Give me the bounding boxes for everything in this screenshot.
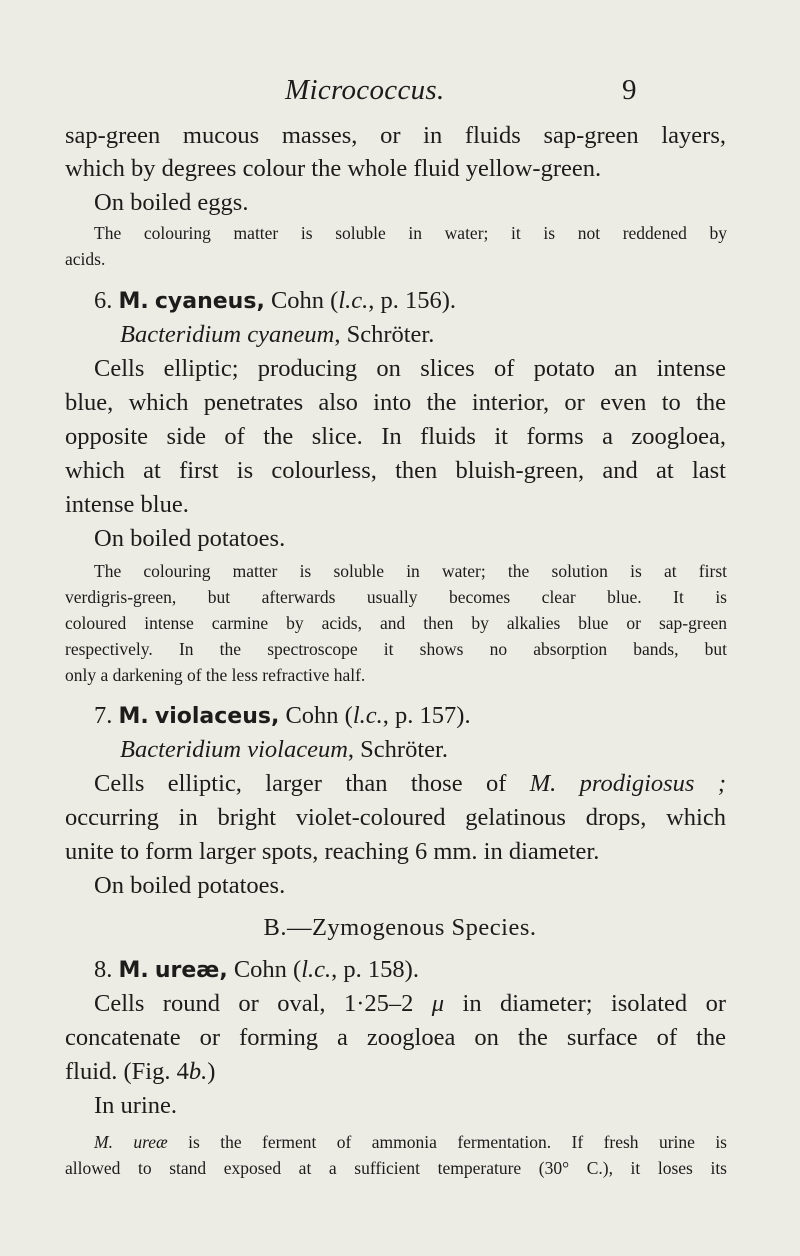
note-line: The colouring matter is soluble in water; the solution is at first (94, 561, 727, 581)
synonym-line: Bacteridium cyaneum, Schröter. (120, 321, 435, 348)
note-line: respectively. In the spectroscope it shows no absorption bands, but (65, 639, 727, 659)
text-line: Cells elliptic; producing on slices of potato an intense (94, 355, 726, 382)
text-line: Cells round or oval, 1·25–2 μ in diameter; isolated or (94, 990, 727, 1017)
species-number: 8. (94, 956, 113, 983)
species-number: 6. (94, 287, 113, 314)
citation: Cohn (l.c., p. 157). (285, 702, 471, 729)
genus-abbrev: M. (118, 958, 149, 983)
habitat-line: On boiled potatoes. (94, 525, 286, 552)
text-line: intense blue. (65, 491, 189, 518)
synonym-line: Bacteridium violaceum, Schröter. (120, 736, 448, 763)
text-line: Cells elliptic, larger than those of M. prodigiosus ; (94, 770, 726, 797)
text-line: which at first is colourless, then bluish-green, and at last (65, 457, 726, 484)
habitat-line: On boiled potatoes. (94, 872, 286, 899)
section-heading: B.—Zymogenous Species. (263, 914, 537, 941)
note-line: The colouring matter is soluble in water; it is not reddened by (94, 223, 727, 243)
note-line: M. ureæ is the ferment of ammonia fermentation. If fresh urine is (94, 1132, 727, 1152)
text-line: unite to form larger spots, reaching 6 mm. in diameter. (65, 838, 600, 865)
citation: Cohn (l.c., p. 156). (270, 287, 457, 314)
note-line: verdigris-green, but afterwards usually becomes clear blue. It is (65, 587, 727, 607)
text-line: sap-green mucous masses, or in fluids sap-green layers, (65, 122, 726, 149)
note-line: acids. (65, 249, 106, 269)
text-line: blue, which penetrates also into the interior, or even to the (65, 389, 726, 416)
page-number: 9 (622, 74, 637, 106)
habitat-line: On boiled eggs. (94, 189, 249, 216)
page-header (0, 74, 800, 114)
habitat-line: In urine. (94, 1092, 177, 1119)
species-heading-7 (94, 702, 471, 730)
text-line: opposite side of the slice. In fluids it forms a zoogloea, (65, 423, 726, 450)
species-heading-6 (94, 287, 456, 315)
text-line: which by degrees colour the whole fluid yellow-green. (65, 155, 602, 182)
citation: Cohn (l.c., p. 158). (233, 956, 419, 983)
note-line: allowed to stand exposed at a sufficient temperature (30° C.), it loses its (65, 1158, 727, 1178)
species-name: cyaneus, (154, 289, 265, 314)
species-number: 7. (94, 702, 113, 729)
text-line: occurring in bright violet-coloured gelatinous drops, which (65, 804, 726, 831)
text-line: concatenate or forming a zoogloea on the surface of the (65, 1024, 726, 1051)
species-name: violaceus, (154, 704, 280, 729)
genus-abbrev: M. (118, 704, 149, 729)
note-line: only a darkening of the less refractive half. (65, 665, 366, 685)
species-name: ureæ, (154, 958, 228, 983)
text-line: fluid. (Fig. 4b.) (65, 1058, 216, 1085)
running-title: Micrococcus. (285, 74, 445, 106)
genus-abbrev: M. (118, 289, 149, 314)
note-line: coloured intense carmine by acids, and then by alkalies blue or sap-green (65, 613, 727, 633)
species-heading-8 (94, 956, 419, 984)
